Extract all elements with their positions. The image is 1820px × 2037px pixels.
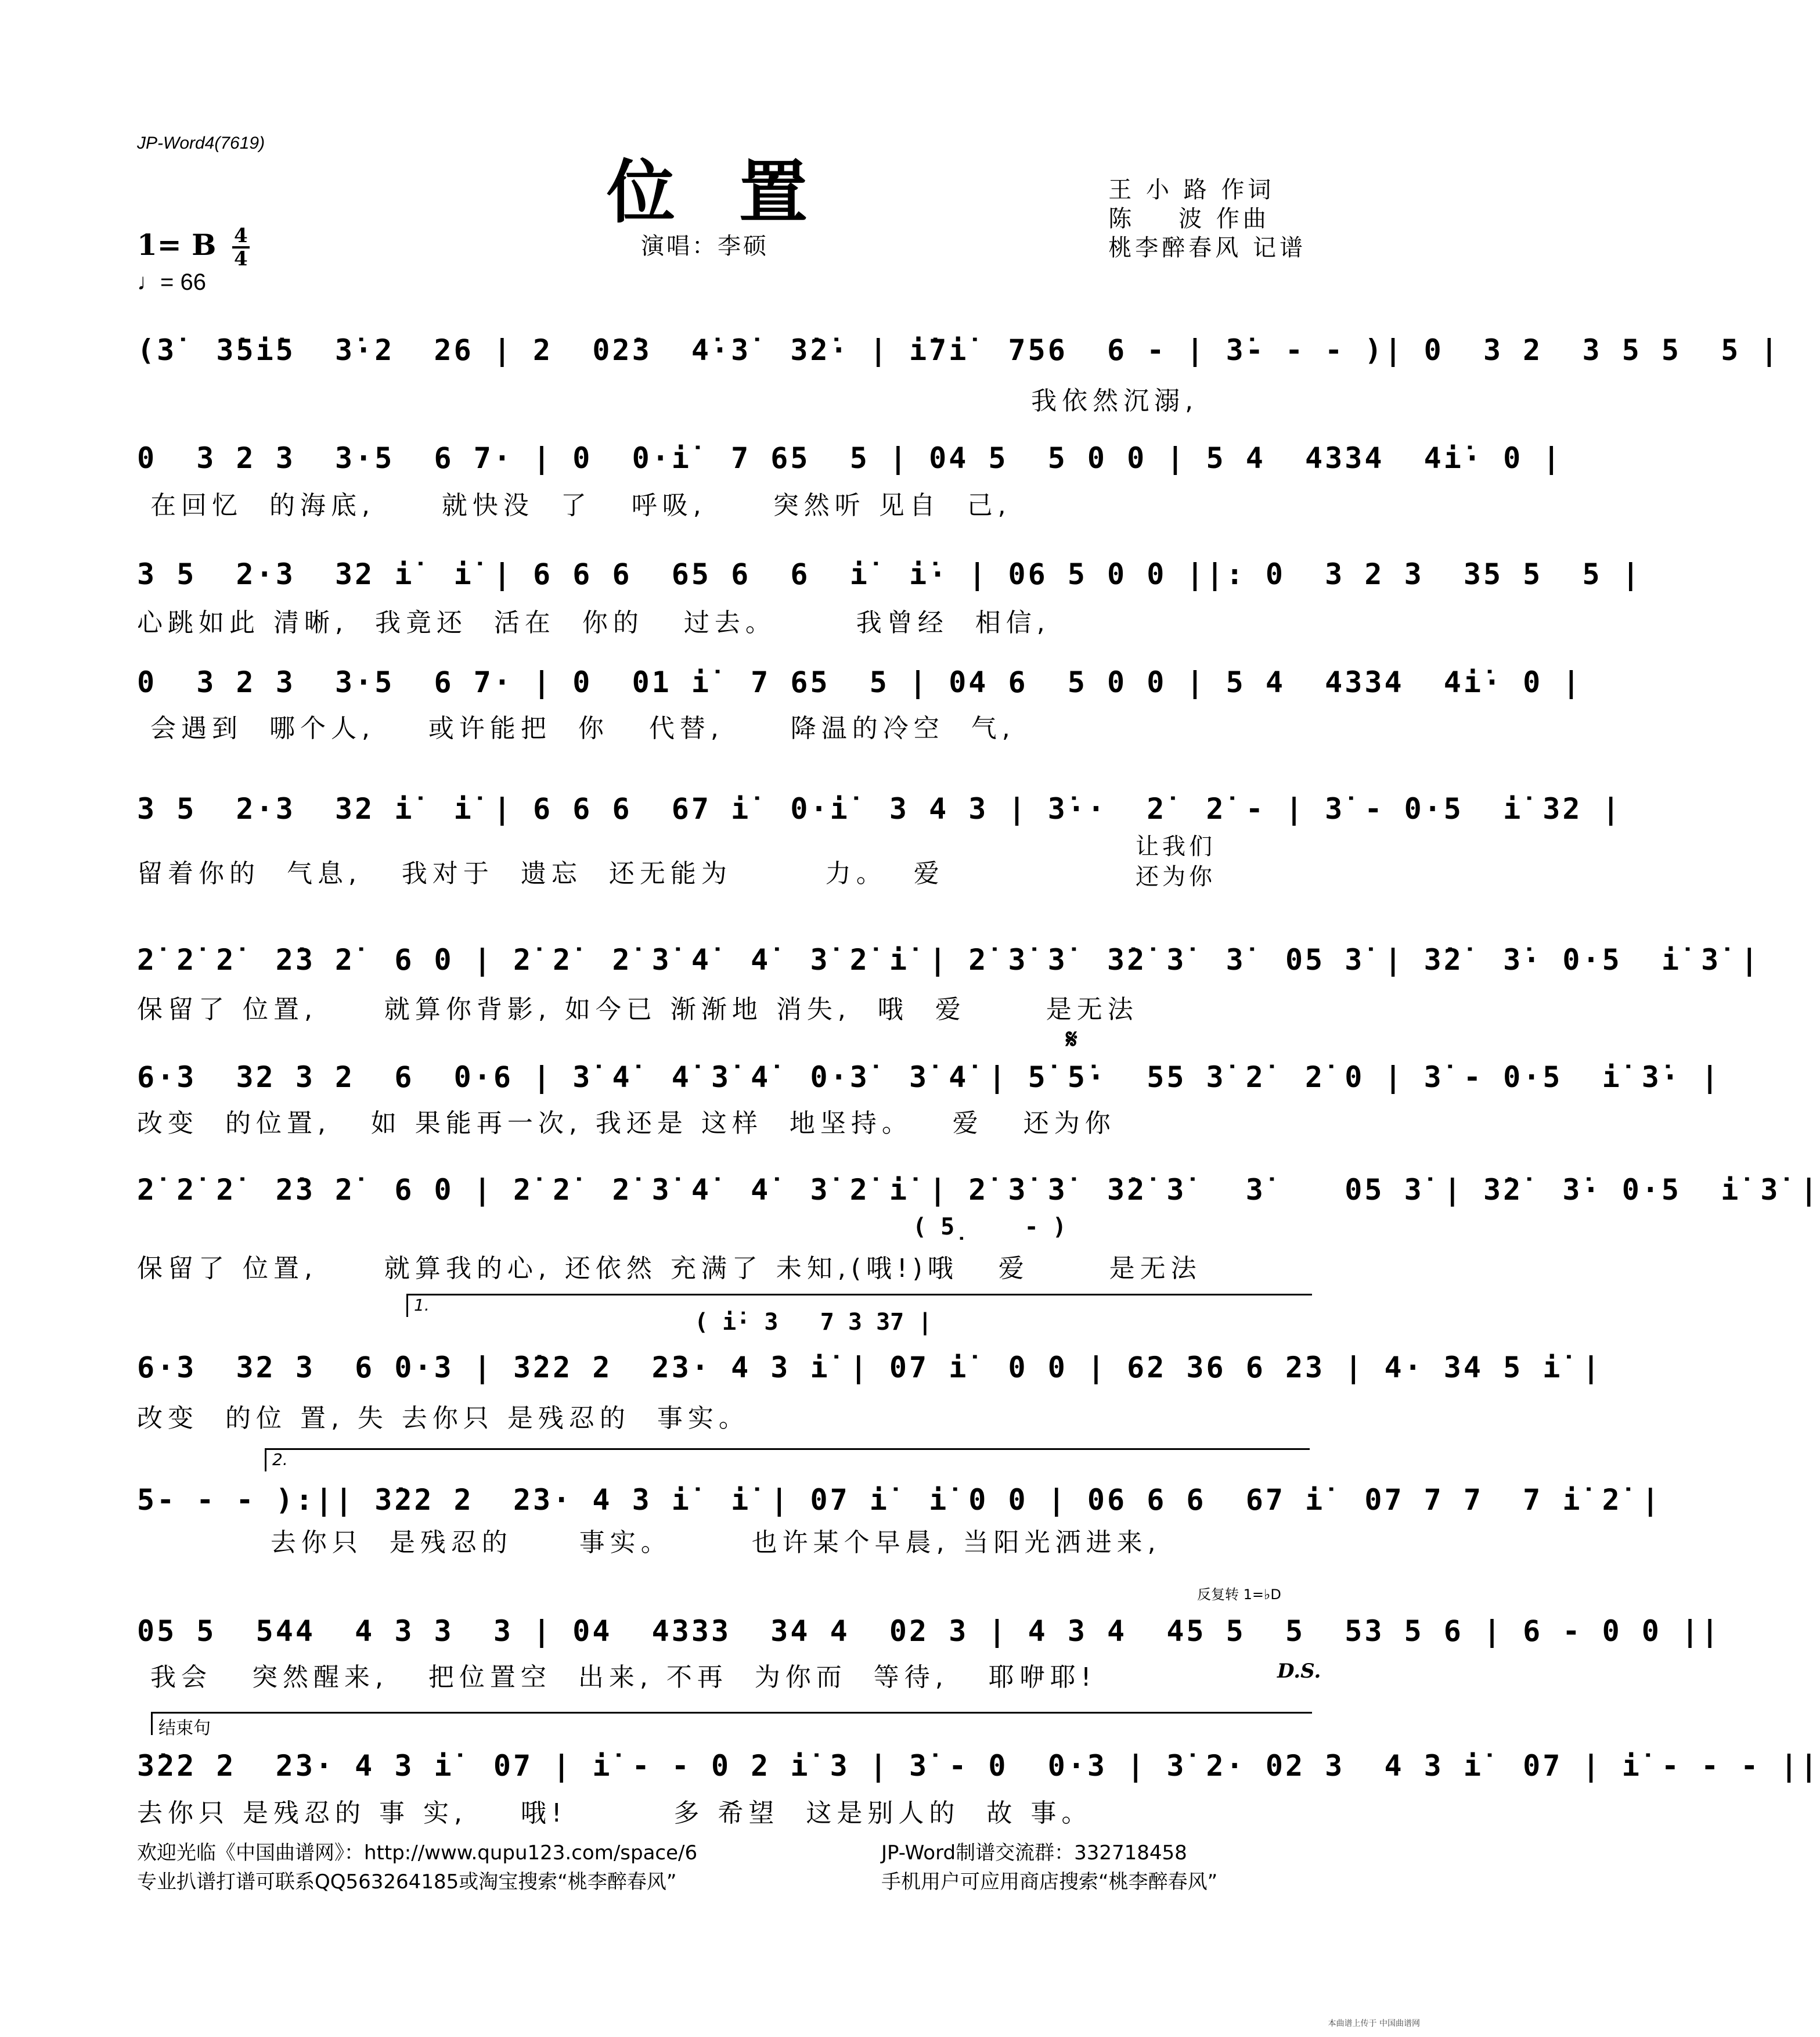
song-title: 位置 xyxy=(607,152,872,232)
lyrics-row-11: 我会 突然醒来, 把位置空 出来, 不再 为你而 等待, 耶咿耶! xyxy=(137,1662,1097,1692)
notation-row-4: 0 3 2 3 3·5 6 7· | 0 01 i̇ 7 65 5 | 04 6 5 0 0 | 5 4 4334 4i̇· 0 | xyxy=(137,665,1583,699)
time-bottom: 4 xyxy=(233,247,248,271)
time-signature xyxy=(232,224,250,271)
transcriber-credit: 桃李醉春风 记谱 xyxy=(1108,235,1306,261)
lyrics-row-10: 去你只 是残忍的 事实。 也许某个早晨, 当阳光洒进来, xyxy=(137,1528,1161,1557)
interlude-notes: ( i̇· 3 7 3 37 | xyxy=(694,1309,932,1336)
modulation-note: 反复转 1=♭D xyxy=(1197,1586,1281,1603)
volta-1: 1. xyxy=(406,1294,1312,1317)
lyrics-row-12: 去你只 是残忍的 事 实, 哦! 多 希望 这是别人的 故 事。 xyxy=(137,1798,1093,1828)
volta-2: 2. xyxy=(265,1448,1310,1471)
corner-watermark: 本曲谱上传于 中国曲谱网 xyxy=(1328,2019,1420,2028)
lyrics-row-8: 保留了 位置, 就算我的心, 还依然 充满了 未知,(哦!)哦 爱 是无法 xyxy=(137,1254,1202,1283)
key-label: 1= B xyxy=(137,228,217,262)
tempo-marking: ♩= 66 xyxy=(137,269,206,295)
notation-row-10: 5- - - ):|| 3̇22 2 23· 4 3 i̇ i̇ | 07 i̇ i̇ 0 0 | 06 6 6 67 i̇ 07 7 7 7 i̇ 2̇ | xyxy=(137,1483,1662,1517)
notation-row-1: (3̇ 3̇5i̇5 3̇·2 26 | 2 02̇3 4̇·3̇ 3̇2̇· | i̇7i̇ 756 6 - | 3̇- - - )| 0 3 2 3 5 5 5 | xyxy=(137,333,1781,367)
lyrics-row-7: 改变 的位置, 如 果能再一次, 我还是 这样 地坚持。 爱 还为你 xyxy=(137,1109,1116,1138)
notation-row-12: 3̇22 2 23· 4 3 i̇ 07 | i̇ - - 0 2 i̇ 3 | 3̇ - 0 0·3 | 3̇ 2· 02 3 4 3 i̇ 07 | i̇ - - - || xyxy=(137,1749,1820,1783)
coda-bracket: 结束句 xyxy=(151,1712,1312,1735)
alt-lyric-top: 让我们 xyxy=(1136,833,1216,860)
lyrics-row-5: 留着你的 气息, 我对于 遗忘 还无能为 力。 爱 xyxy=(137,859,945,888)
notation-row-5: 3 5 2·3 32 i̇ i̇ | 6 6 6 67 i̇ 0·i̇ 3 4 3 | 3̇·· 2̇ 2̇ - | 3̇ - 0·5 i̇ 32 | xyxy=(137,792,1622,826)
ds-marking: D.S. xyxy=(1277,1660,1321,1683)
alt-notes: ( 5̣ - ) xyxy=(913,1214,1066,1240)
watermark-text: JP-Word4(7619) xyxy=(137,134,265,153)
lyrics-row-2: 在回忆 的海底, 就快没 了 呼吸, 突然听 见自 己, xyxy=(137,491,1011,520)
notation-row-3: 3 5 2·3 32 i̇ i̇ | 6 6 6 65 6 6 i̇ i̇· | 06 5 0 0 ||: 0 3 2 3 35 5 5 | xyxy=(137,557,1642,591)
footer-app: 手机用户可应用商店搜索“桃李醉春风” xyxy=(881,1870,1218,1894)
alternate-lyrics xyxy=(1136,832,1216,892)
credits xyxy=(1108,175,1306,262)
lyrics-row-3: 心跳如此 清晰, 我竟还 活在 你的 过去。 我曾经 相信, xyxy=(137,608,1050,638)
notation-row-11: 05 5 544 4 3 3 3 | 04 4333 34 4 02 3 | 4 3 4 45 5 5 53 5 6 | 6 - 0 0 || xyxy=(137,1614,1721,1648)
notation-row-7: 6·3 32 3 2 6 0·6 | 3̇ 4̇ 4̇ 3̇ 4̇ 0·3̇ 3̇ 4̇ | 5̇ 5̇· 55 3̇ 2̇ 2̇ 0 | 3̇ - 0·5 i̇ 3̇· | xyxy=(137,1060,1721,1094)
lyricist-credit: 王 小 路 作词 xyxy=(1108,177,1275,203)
notation-row-9: 6·3 32 3 6 0·3 | 3̇22 2 23· 4 3 i̇ | 07 i̇ 0 0 | 62 36 6 23 | 4· 34 5 i̇ | xyxy=(137,1351,1602,1384)
notation-row-6: 2̇ 2̇ 2̇ 2̇3 2̇ 6 0 | 2̇ 2̇ 2̇ 3̇ 4̇ 4̇ 3̇ 2̇ i̇ | 2̇ 3̇ 3̇ 3̇2̇ 3̇ 3̇ 05 3̇ | 3̇2̇ 3̇· 0·5 i̇ 3̇ | xyxy=(137,943,1761,977)
footer-contact: 专业扒谱打谱可联系QQ563264185或淘宝搜索“桃李醉春风” xyxy=(137,1870,677,1894)
lyrics-row-4: 会遇到 哪个人, 或许能把 你 代替, 降温的冷空 气, xyxy=(137,714,1015,743)
alt-lyric-bottom: 还为你 xyxy=(1136,863,1216,890)
time-top: 4 xyxy=(233,224,248,247)
lyrics-row-1: 我依然沉溺, xyxy=(137,386,1199,416)
lyrics-row-9: 改变 的位 置, 失 去你只 是残忍的 事实。 xyxy=(137,1403,749,1433)
segno-sign: 𝄋 xyxy=(1066,1023,1077,1055)
notation-row-8: 2̇ 2̇ 2̇ 2̇3 2̇ 6 0 | 2̇ 2̇ 2̇ 3̇ 4̇ 4̇ 3̇ 2̇ i̇ | 2̇ 3̇ 3̇ 3̇2̇ 3̇ 3̇ 05 3̇ | 3̇2̇ 3̇· 0·5 i̇ 3̇ | xyxy=(137,1173,1820,1207)
footer-group: JP-Word制谱交流群：332718458 xyxy=(881,1841,1187,1865)
notation-row-2: 0 3 2 3 3·5 6 7· | 0 0·i̇ 7 65 5 | 04 5 5 0 0 | 5 4 4334 4i̇· 0 | xyxy=(137,441,1563,475)
composer-credit: 陈 波 作曲 xyxy=(1108,206,1270,232)
lyrics-row-6: 保留了 位置, 就算你背影, 如今已 渐渐地 消失, 哦 爱 是无法 xyxy=(137,995,1138,1024)
key-signature xyxy=(137,224,250,271)
footer-site-link: 欢迎光临《中国曲谱网》：http://www.qupu123.com/space/6 xyxy=(137,1841,698,1865)
singer-credit: 演唱：李硕 xyxy=(641,233,769,260)
